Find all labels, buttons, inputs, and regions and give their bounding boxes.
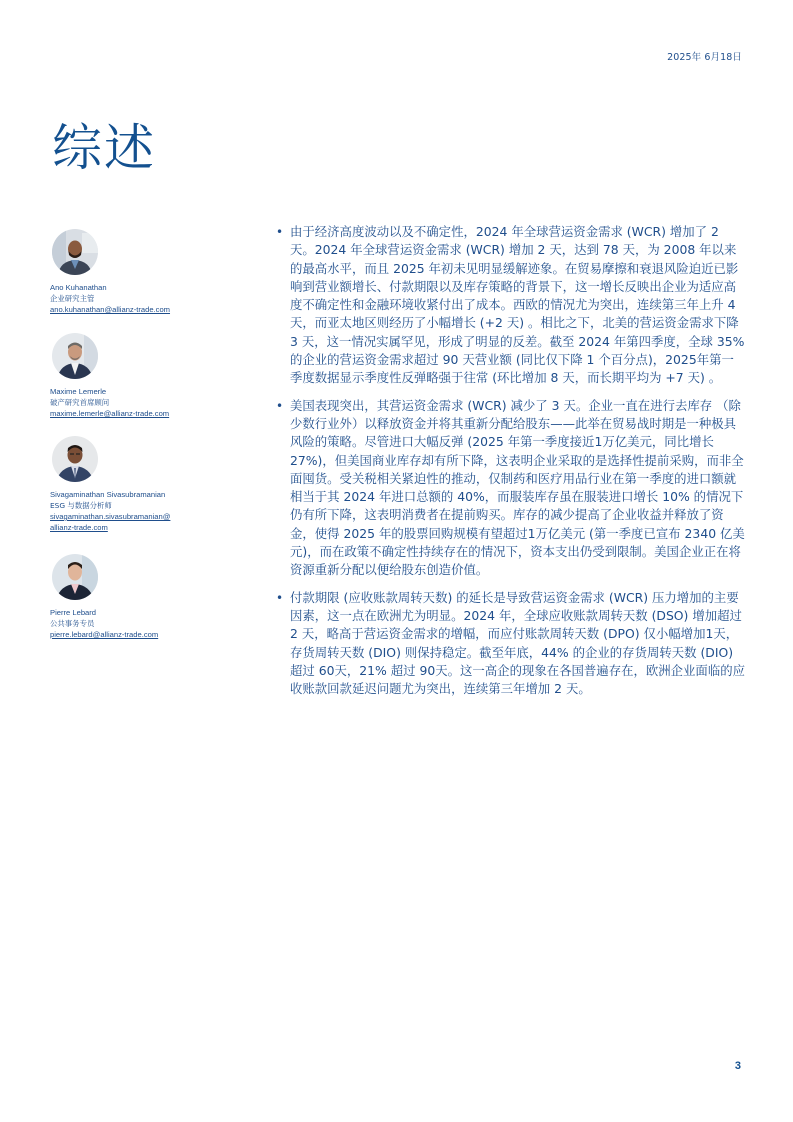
author-name: Maxime Lemerle <box>50 387 107 396</box>
bullet-text: 由于经济高度波动以及不确定性，2024 年全球营运资金需求 (WCR) 增加了 2 天。2024 年全球营运资金需求 (WCR) 增加 2 天，达到 78 天，为 2008 年以来的最高水平，而且 2025 年初未见明显缓解迹象。在贸易摩擦和衰退风险迫近已影响到营业额增长、付款期限以及库存策略的背景下，这一增长反映出企业为适应高度不确定性和金融环境收紧付出了成本。西欧的情况尤为突出，连续第三年上升 4天，而亚太地区则经历了小幅增长 (+2 天) 。相比之下，北美的营运资金需求下降 3 天，这一情况实属罕见，形成了明显的反差。截至 2024 年第四季度，全球 35% 的企业的营运资金需求超过 90 天营业额 (同比仅下降 1 个百分点)，2025年第一季度数据显示季度性反弹略强于往常 (环比增加 8 天，而长期平均为 +7 天) 。 <box>290 224 745 386</box>
page-title: 综述 <box>52 119 156 177</box>
report-date: 2025年 6月18日 <box>667 52 742 63</box>
author-card <box>50 333 260 419</box>
summary-bullet <box>276 397 746 580</box>
author-email-link[interactable]: sivagaminathan.sivasubramanian@ <box>50 512 171 521</box>
author-card <box>50 229 260 315</box>
author-email-link[interactable]: ano.kuhanathan@allianz-trade.com <box>50 305 171 314</box>
bullet-text: 美国表现突出，其营运资金需求 (WCR) 减少了 3 天。企业一直在进行去库存 （除少数行业外）以释放资金并将其重新分配给股东——此举在贸易战时期是一种极具风险的策略。尽管进口大幅反弹 (2025 年第一季度接近1万亿美元，同比增长 27%)，但美国商业库存却有所下降，这表明企业采取的是选择性提前采购，而非全面囤货。受关税相关紧迫性的推动，仅制药和医疗用品行业在第一季度的进口额就相当于其 2024 年进口总额的 40%，而服装库存虽在服装进口增长 10% 的情况下仍有所下降，这表明消费者在提前购买。库存的减少提高了企业收益并释放了资金，使得 2025 年的股票回购规模有望超过1万亿美元 (第一季度已宣布 2340 亿美元)，而在政策不确定性持续存在的情况下，资本支出仍受到限制。美国企业正在将资源重新分配以便给股东创造价值。 <box>290 397 745 578</box>
bullet-icon: • <box>276 590 284 605</box>
author-role: 公共事务专员 <box>50 619 95 628</box>
summary-bullet <box>276 223 746 388</box>
author-name: Sivagaminathan Sivasubramanian <box>50 490 166 499</box>
author-name: Pierre Lebard <box>50 608 97 617</box>
summary-bullet <box>276 589 746 699</box>
summary-bullet-list <box>276 223 746 707</box>
author-photo <box>52 229 98 275</box>
bullet-text: 付款期限 (应收账款周转天数) 的延长是导致营运资金需求 (WCR) 压力增加的主要因素，这一点在欧洲尤为明显。2024 年，全球应收账款周转天数 (DSO) 增加超过 2 天，略高于营运资金需求的增幅，而应付账款周转天数 (DPO) 仅小幅增加1天，存货周转天数 (DIO) 则保持稳定。截至年底，44% 的企业的存货周转天数 (DIO) 超过 60天，21% 超过 90天。这一高企的现象在各国普遍存在，欧洲企业面临的应收账款回款延迟问题尤为突出，连续第三年增加 2 天。 <box>290 589 745 697</box>
author-photo <box>52 436 98 482</box>
author-email-link-continued[interactable]: allianz-trade.com <box>50 523 108 532</box>
author-role: 企业研究主管 <box>50 294 95 303</box>
author-role: ESG 与数据分析师 <box>50 501 112 510</box>
author-photo <box>52 333 98 379</box>
bullet-icon: • <box>276 398 284 413</box>
author-card <box>50 436 260 533</box>
author-card <box>50 554 260 640</box>
bullet-icon: • <box>276 225 284 239</box>
page-number: 3 <box>734 1060 741 1072</box>
author-role: 破产研究首席顾问 <box>50 398 110 407</box>
author-email-link[interactable]: pierre.lebard@allianz-trade.com <box>50 630 159 639</box>
author-photo <box>52 554 98 600</box>
author-email-link[interactable]: maxime.lemerle@allianz-trade.com <box>50 409 170 418</box>
author-name: Ano Kuhanathan <box>50 283 107 292</box>
